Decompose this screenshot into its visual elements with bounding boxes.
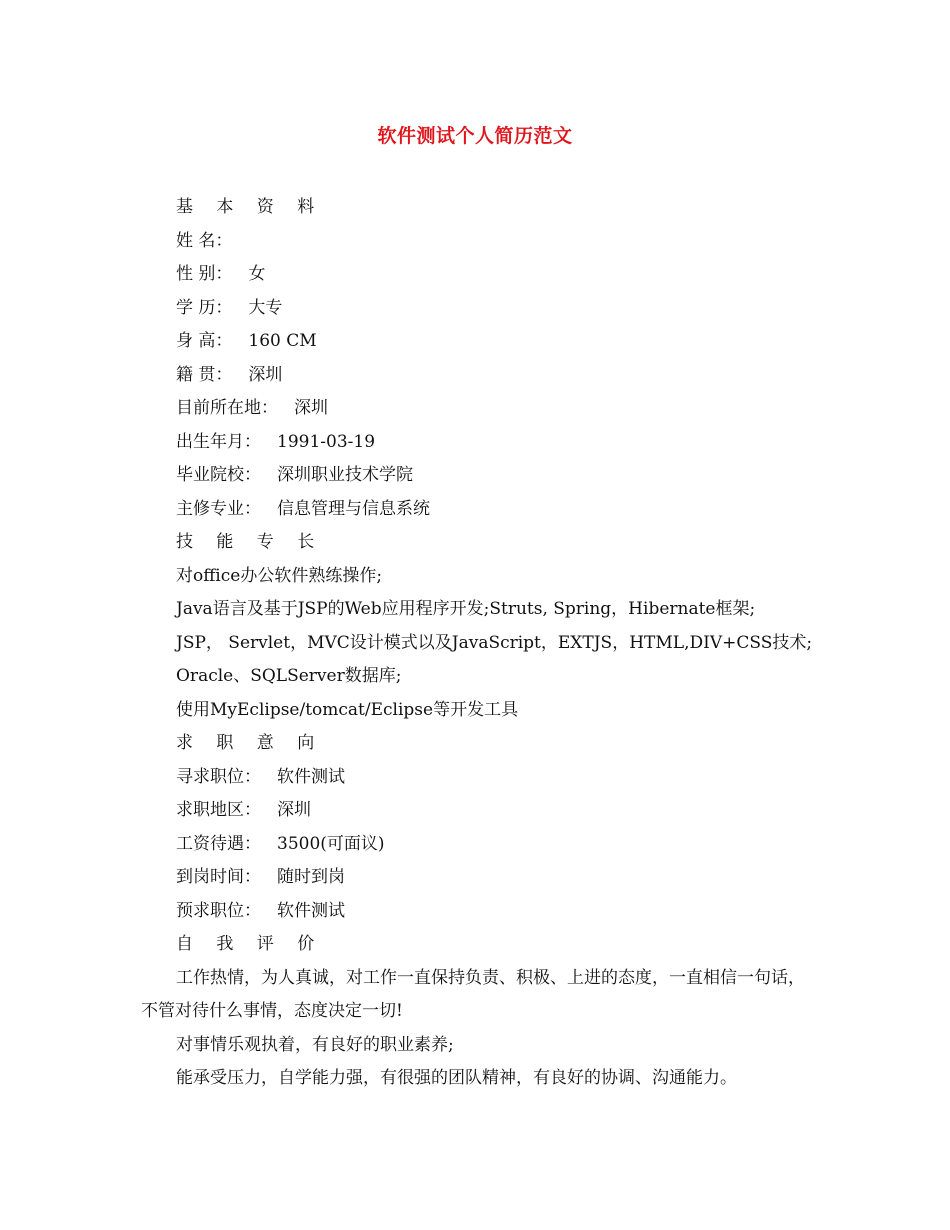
field-label: 身 高： [176,331,233,351]
field-value: 深圳 [277,800,311,820]
field-value: 深圳 [248,364,283,385]
field-label: 预求职位： [176,900,261,921]
section-heading-intent: 求 职 意 向 [176,733,324,753]
field-label: 寻求职位： [176,766,261,787]
field-row-height [141,325,821,359]
self-paragraph: 能承受压力，自学能力强，有很强的团队精神，有良好的协调、沟通能力。 [176,1068,737,1088]
field-row-gender [141,258,821,292]
field-row-location [141,392,821,426]
field-value: 大专 [248,297,283,318]
section-heading-basic: 基 本 资 料 [176,197,324,217]
skill-item: 对office办公软件熟练操作; [176,565,383,586]
field-row-birthdate [141,426,821,460]
skill-item: Java语言及基于JSP的Web应用程序开发;Struts, Spring，Hibernate框架; [176,599,756,619]
field-label: 求职地区： [176,800,261,820]
field-row-education [141,292,821,326]
field-label: 籍 贯： [176,364,233,385]
field-label: 到岗时间： [176,867,261,887]
field-label: 毕业院校： [176,465,261,485]
field-row-salary [141,828,821,862]
field-value: 1991-03-19 [277,431,376,452]
field-value: 软件测试 [277,900,345,921]
field-label: 出生年月： [176,431,261,452]
field-value: 信息管理与信息系统 [277,498,430,519]
document-title: 软件测试个人简历范文 [377,125,573,147]
field-label: 目前所在地： [176,398,278,418]
field-label: 性 别： [176,264,233,284]
field-label: 工资待遇： [176,833,261,854]
field-row-school [141,459,821,493]
field-value: 深圳 [294,398,328,418]
field-row-hometown [141,359,821,393]
field-row-desired-position [141,895,821,929]
skill-item: JSP， Servlet，MVC设计模式以及JavaScript，EXTJS，HTML,DIV+CSS技术; [176,632,813,653]
self-paragraph: 对事情乐观执着，有良好的职业素养; [176,1034,454,1055]
resume-body [141,191,821,1096]
field-row-start-time [141,861,821,895]
field-row-name [141,225,821,259]
self-paragraph: 工作热情，为人真诚，对工作一直保持负责、积极、上进的态度，一直相信一句话，不管对待什么事情，态度决定一切! [141,967,805,1021]
section-heading-self: 自 我 评 价 [176,934,324,954]
skill-item: 使用MyEclipse/tomcat/Eclipse等开发工具 [176,699,519,720]
field-value: 3500(可面议) [277,833,385,854]
field-label: 姓 名： [176,230,233,251]
section-heading-skills: 技 能 专 长 [176,532,324,552]
skill-item: Oracle、SQLServer数据库; [176,666,402,686]
field-value: 随时到岗 [277,867,345,887]
field-label: 学 历： [176,297,233,318]
field-row-major [141,493,821,527]
field-label: 主修专业： [176,498,261,519]
field-value: 软件测试 [277,766,345,787]
field-row-position [141,761,821,795]
field-value: 深圳职业技术学院 [277,465,413,485]
field-row-region [141,794,821,828]
field-value: 160 CM [248,331,317,351]
field-value: 女 [248,264,266,284]
